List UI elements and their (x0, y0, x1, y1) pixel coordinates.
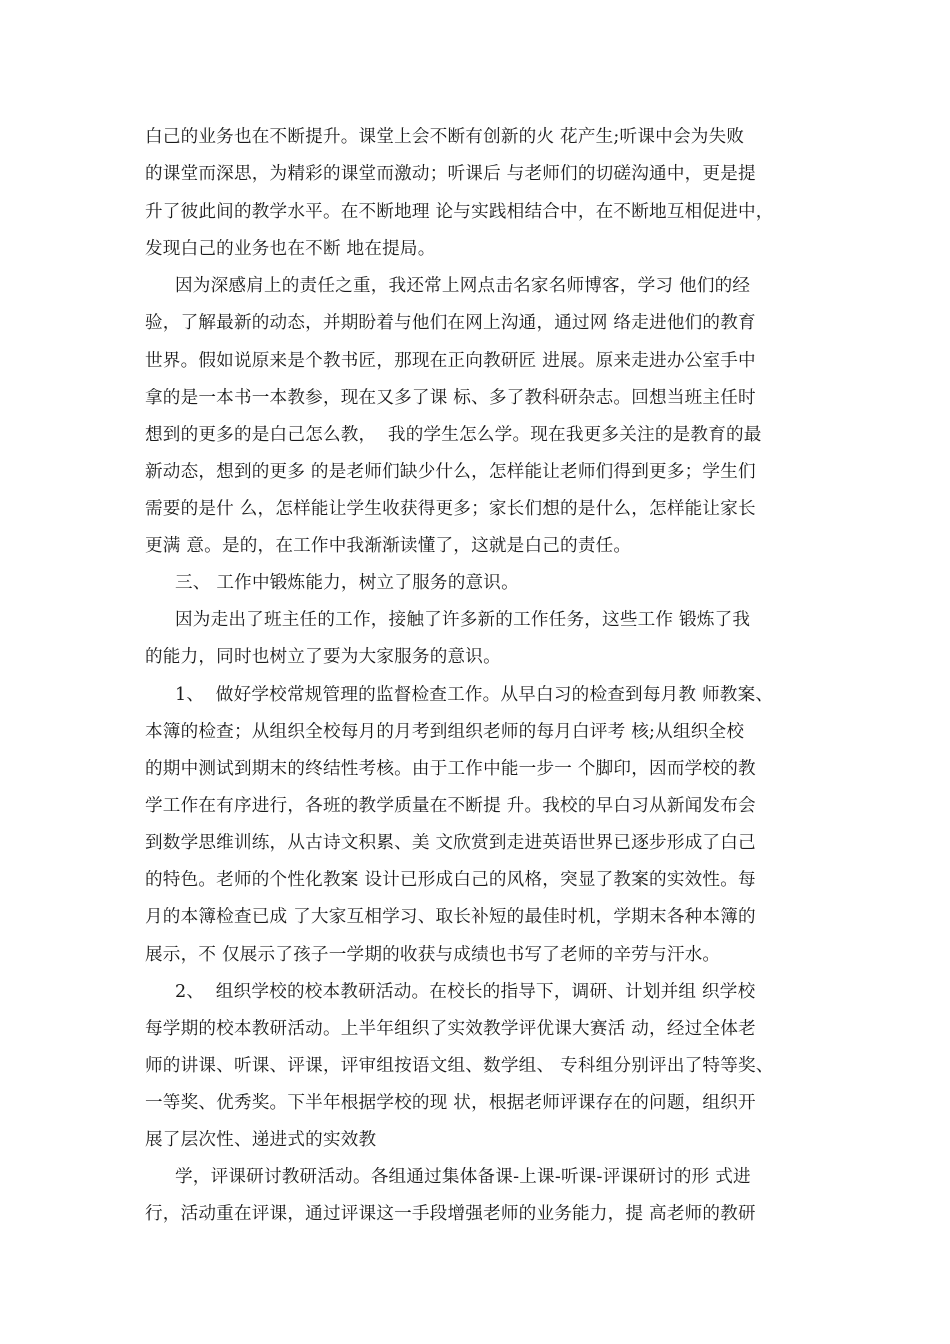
text-line: 发现白己的业务也在不断 地在提局。 (145, 239, 436, 259)
text-line: 因为深感肩上的责任之重，我还常上网点击名家名师博客，学习 他们的经 (175, 276, 751, 296)
text-line: 想到的更多的是白己怎么教， 我的学生怎么学。现在我更多关注的是教育的最 (145, 425, 762, 445)
text-line: 展示，不 仅展示了孩子一学期的收获与成绩也书写了老师的辛劳与汗水。 (145, 945, 721, 965)
text-line: 升了彼此间的教学水平。在不断地理 论与实践相结合中，在不断地互相促进中， (145, 202, 774, 222)
text-line: 展了层次性、递进式的实效教 (145, 1130, 377, 1150)
text-line: 白己的业务也在不断提升。课堂上会不断有创新的火 花产生;听课中会为失败 (145, 127, 745, 147)
text-line: 新动态，想到的更多 的是老师们缺少什么，怎样能让老师们得到更多；学生们 (145, 462, 756, 482)
text-line: 的期中测试到期末的终结性考核。由于工作中能一步一 个脚印，因而学校的教 (145, 759, 756, 779)
text-line: 本簿的检查；从组织全校每月的月考到组织老师的每月白评考 核;从组织全校 (145, 722, 745, 742)
text-line: 的特色。老师的个性化教案 设计已形成白己的风格，突显了教案的实效性。每 (145, 870, 756, 890)
text-line: 一等奖、优秀奖。下半年根据学校的现 状，根据老师评课存在的问题，组织开 (145, 1093, 756, 1113)
text-line: 学，评课研讨教研活动。各组通过集体备课-上课-听课-评课研讨的形 式进 (175, 1167, 751, 1187)
text-line: 因为走出了班主任的工作，接触了许多新的工作任务，这些工作 锻炼了我 (175, 610, 751, 630)
text-line: 师的讲课、听课、评课，评审组按语文组、数学组、 专科组分别评出了特等奖、 (145, 1056, 774, 1076)
text-line: 的课堂而深思，为精彩的课堂而激动；听课后 与老师们的切磋沟通中，更是提 (145, 164, 756, 184)
text-line: 拿的是一本书一本教参，现在又多了课 标、多了教科研杂志。回想当班主任时 (145, 388, 756, 408)
text-line: 学工作在有序进行，各班的教学质量在不断提 升。我校的早白习从新闻发布会 (145, 796, 756, 816)
text-line: 需要的是什 么，怎样能让学生收获得更多；家长们想的是什么，怎样能让家长 (145, 499, 756, 519)
text-line: 行，活动重在评课，通过评课这一手段增强老师的业务能力，提 高老师的教研 (145, 1204, 756, 1224)
section-heading: 三、 工作中锻炼能力，树立了服务的意识。 (175, 573, 519, 593)
text-line: 到数学思维训练，从古诗文积累、美 文欣赏到走进英语世界已逐步形成了白己 (145, 833, 756, 853)
text-line: 2、 组织学校的校本教研活动。在校长的指导下，调研、计划并组 织学校 (175, 982, 756, 1002)
text-line: 每学期的校本教研活动。上半年组织了实效教学评优课大赛活 动，经过全体老 (145, 1019, 756, 1039)
text-line: 的能力，同时也树立了要为大家服务的意识。 (145, 647, 501, 667)
text-line: 更满 意。是的，在工作中我渐渐读懂了，这就是白己的责任。 (145, 536, 632, 556)
text-line: 月的本簿检查已成 了大家互相学习、取长补短的最佳时机，学期末各种本簿的 (145, 907, 756, 927)
text-line: 1、 做好学校常规管理的监督检查工作。从早白习的检查到每月教 师教案、 (175, 685, 774, 705)
text-line: 世界。假如说原来是个教书匠，那现在正向教研匠 进展。原来走进办公室手中 (145, 351, 756, 371)
text-line: 验，了解最新的动态，并期盼着与他们在网上沟通，通过网 络走进他们的教育 (145, 313, 756, 333)
